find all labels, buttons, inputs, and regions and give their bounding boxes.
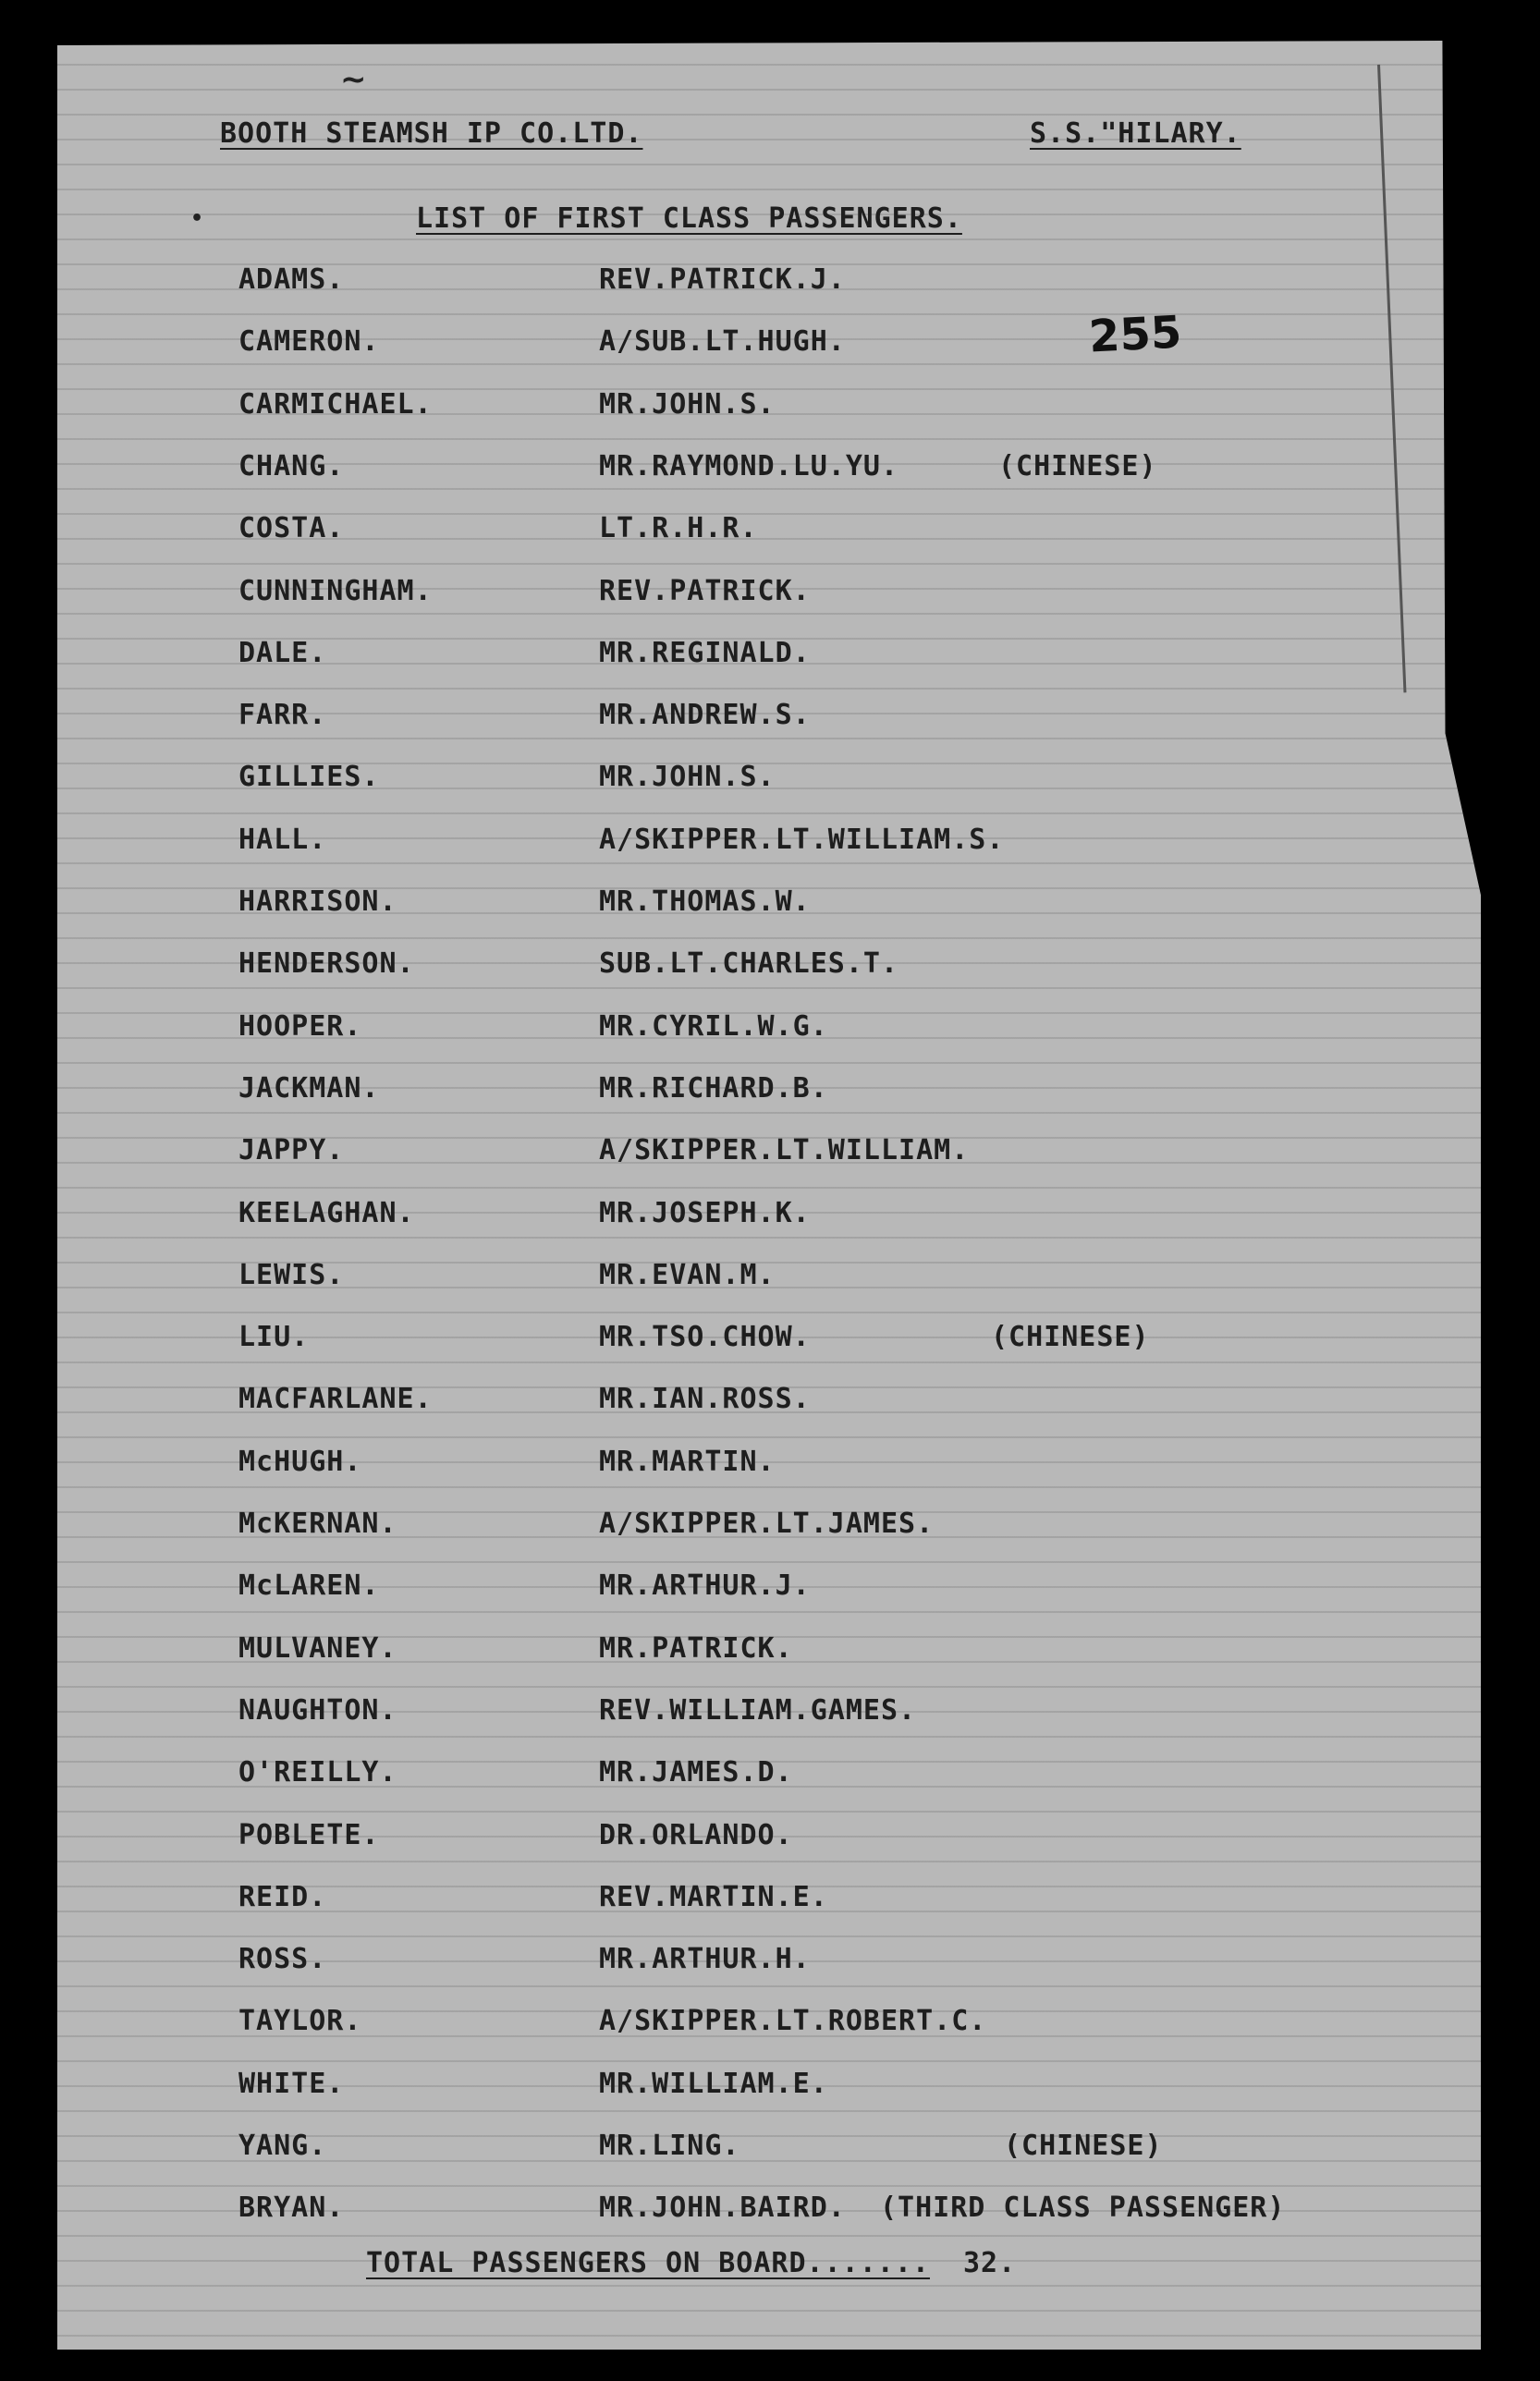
passenger-given-name: MR.PATRICK. <box>599 1632 793 1665</box>
passenger-given-name: MR.TSO.CHOW. <box>599 1321 811 1353</box>
passenger-given-name: MR.JOHN.BAIRD. <box>599 2192 846 2224</box>
passenger-surname: LIU. <box>238 1321 310 1353</box>
company-name: BOOTH STEAMSH IP CO.LTD. <box>220 117 643 150</box>
page-number-handwritten: 255 <box>1087 306 1183 363</box>
passenger-row <box>0 1134 1540 1174</box>
ship-name: S.S."HILARY. <box>1030 117 1241 150</box>
passenger-given-name: A/SKIPPER.LT.WILLIAM.S. <box>599 824 1005 856</box>
passenger-surname: ROSS. <box>238 1943 327 1975</box>
passenger-surname: KEELAGHAN. <box>238 1197 415 1229</box>
passenger-given-name: MR.JAMES.D. <box>599 1756 793 1789</box>
passenger-surname: MACFARLANE. <box>238 1383 433 1415</box>
passenger-given-name: A/SKIPPER.LT.WILLIAM. <box>599 1134 970 1166</box>
passenger-row <box>0 325 1540 365</box>
passenger-surname: YANG. <box>238 2130 327 2162</box>
passenger-surname: CAMERON. <box>238 325 380 358</box>
passenger-surname: McLAREN. <box>238 1569 380 1602</box>
passenger-row <box>0 1321 1540 1361</box>
passenger-row <box>0 1756 1540 1796</box>
passenger-surname: McKERNAN. <box>238 1508 397 1540</box>
passenger-given-name: SUB.LT.CHARLES.T. <box>599 947 899 980</box>
ink-mark: ~ <box>340 61 367 98</box>
passenger-given-name: A/SUB.LT.HUGH. <box>599 325 846 358</box>
passenger-row <box>0 1632 1540 1672</box>
passenger-given-name: DR.ORLANDO. <box>599 1819 793 1851</box>
passenger-note: (THIRD CLASS PASSENGER) <box>880 2192 1286 2224</box>
passenger-row <box>0 2070 1540 2107</box>
passenger-row <box>0 763 1540 800</box>
passenger-surname: HOOPER. <box>238 1010 362 1043</box>
passenger-given-name: MR.EVAN.M. <box>599 1259 776 1291</box>
passenger-given-name: MR.THOMAS.W. <box>599 885 811 918</box>
passenger-row <box>0 826 1540 863</box>
passenger-row <box>0 263 1540 303</box>
passenger-row <box>0 1943 1540 1983</box>
passenger-surname: JAPPY. <box>238 1134 345 1166</box>
passenger-surname: POBLETE. <box>238 1819 380 1851</box>
passenger-given-name: MR.WILLIAM.E. <box>599 2068 828 2100</box>
passenger-given-name: MR.RICHARD.B. <box>599 1072 828 1105</box>
passenger-row <box>0 575 1540 615</box>
passenger-row <box>0 699 1540 739</box>
passenger-note: (CHINESE) <box>1004 2130 1163 2162</box>
passenger-given-name: REV.PATRICK.J. <box>599 263 846 296</box>
passenger-row <box>0 1072 1540 1112</box>
passenger-row <box>0 2194 1540 2231</box>
passenger-given-name: MR.ANDREW.S. <box>599 699 811 731</box>
passenger-row <box>0 2005 1540 2045</box>
passenger-row <box>0 450 1540 490</box>
passenger-surname: WHITE. <box>238 2068 345 2100</box>
passenger-surname: O'REILLY. <box>238 1756 397 1789</box>
passenger-surname: DALE. <box>238 637 327 669</box>
passenger-row <box>0 2132 1540 2169</box>
passenger-row <box>0 1881 1540 1921</box>
passenger-surname: MULVANEY. <box>238 1632 397 1665</box>
passenger-row <box>0 1383 1540 1422</box>
passenger-surname: COSTA. <box>238 512 345 544</box>
passenger-note: (CHINESE) <box>998 450 1157 482</box>
passenger-surname: CARMICHAEL. <box>238 388 433 421</box>
passenger-row <box>0 1197 1540 1237</box>
passenger-given-name: REV.MARTIN.E. <box>599 1881 828 1913</box>
passenger-surname: CUNNINGHAM. <box>238 575 433 607</box>
passenger-given-name: MR.LING. <box>599 2130 740 2162</box>
passenger-row <box>0 885 1540 925</box>
total-passengers-label: TOTAL PASSENGERS ON BOARD....... <box>366 2247 930 2279</box>
passenger-given-name: MR.REGINALD. <box>599 637 811 669</box>
passenger-given-name: MR.ARTHUR.J. <box>599 1569 811 1602</box>
passenger-surname: BRYAN. <box>238 2192 345 2224</box>
passenger-row <box>0 1819 1540 1859</box>
passenger-row <box>0 1448 1540 1485</box>
passenger-given-name: MR.JOSEPH.K. <box>599 1197 811 1229</box>
passenger-given-name: MR.IAN.ROSS. <box>599 1383 811 1415</box>
passenger-surname: CHANG. <box>238 450 345 482</box>
passenger-row <box>0 512 1540 552</box>
passenger-row <box>0 1694 1540 1734</box>
passenger-surname: NAUGHTON. <box>238 1694 397 1727</box>
passenger-row <box>0 1259 1540 1299</box>
passenger-surname: ADAMS. <box>238 263 345 296</box>
passenger-given-name: LT.R.H.R. <box>599 512 758 544</box>
passenger-given-name: MR.RAYMOND.LU.YU. <box>599 450 899 482</box>
passenger-row <box>0 1569 1540 1609</box>
passenger-given-name: MR.CYRIL.W.G. <box>599 1010 828 1043</box>
passenger-surname: FARR. <box>238 699 327 731</box>
total-passengers-value: 32. <box>963 2247 1017 2279</box>
passenger-note: (CHINESE) <box>991 1321 1150 1353</box>
passenger-surname: TAYLOR. <box>238 2005 362 2037</box>
passenger-surname: GILLIES. <box>238 761 380 793</box>
passenger-row <box>0 1010 1540 1050</box>
passenger-row <box>0 388 1540 428</box>
passenger-row <box>0 637 1540 677</box>
passenger-surname: HENDERSON. <box>238 947 415 980</box>
passenger-given-name: MR.JOHN.S. <box>599 388 776 421</box>
list-title: LIST OF FIRST CLASS PASSENGERS. <box>416 202 962 235</box>
passenger-row <box>0 947 1540 987</box>
passenger-surname: McHUGH. <box>238 1446 362 1478</box>
passenger-row <box>0 1510 1540 1547</box>
passenger-given-name: MR.MARTIN. <box>599 1446 776 1478</box>
passenger-given-name: A/SKIPPER.LT.ROBERT.C. <box>599 2005 987 2037</box>
ink-dot: • <box>190 207 204 230</box>
passenger-given-name: REV.PATRICK. <box>599 575 811 607</box>
passenger-given-name: A/SKIPPER.LT.JAMES. <box>599 1508 935 1540</box>
passenger-surname: HALL. <box>238 824 327 856</box>
passenger-given-name: MR.JOHN.S. <box>599 761 776 793</box>
passenger-surname: JACKMAN. <box>238 1072 380 1105</box>
passenger-given-name: MR.ARTHUR.H. <box>599 1943 811 1975</box>
passenger-surname: LEWIS. <box>238 1259 345 1291</box>
passenger-surname: REID. <box>238 1881 327 1913</box>
passenger-surname: HARRISON. <box>238 885 397 918</box>
passenger-given-name: REV.WILLIAM.GAMES. <box>599 1694 917 1727</box>
